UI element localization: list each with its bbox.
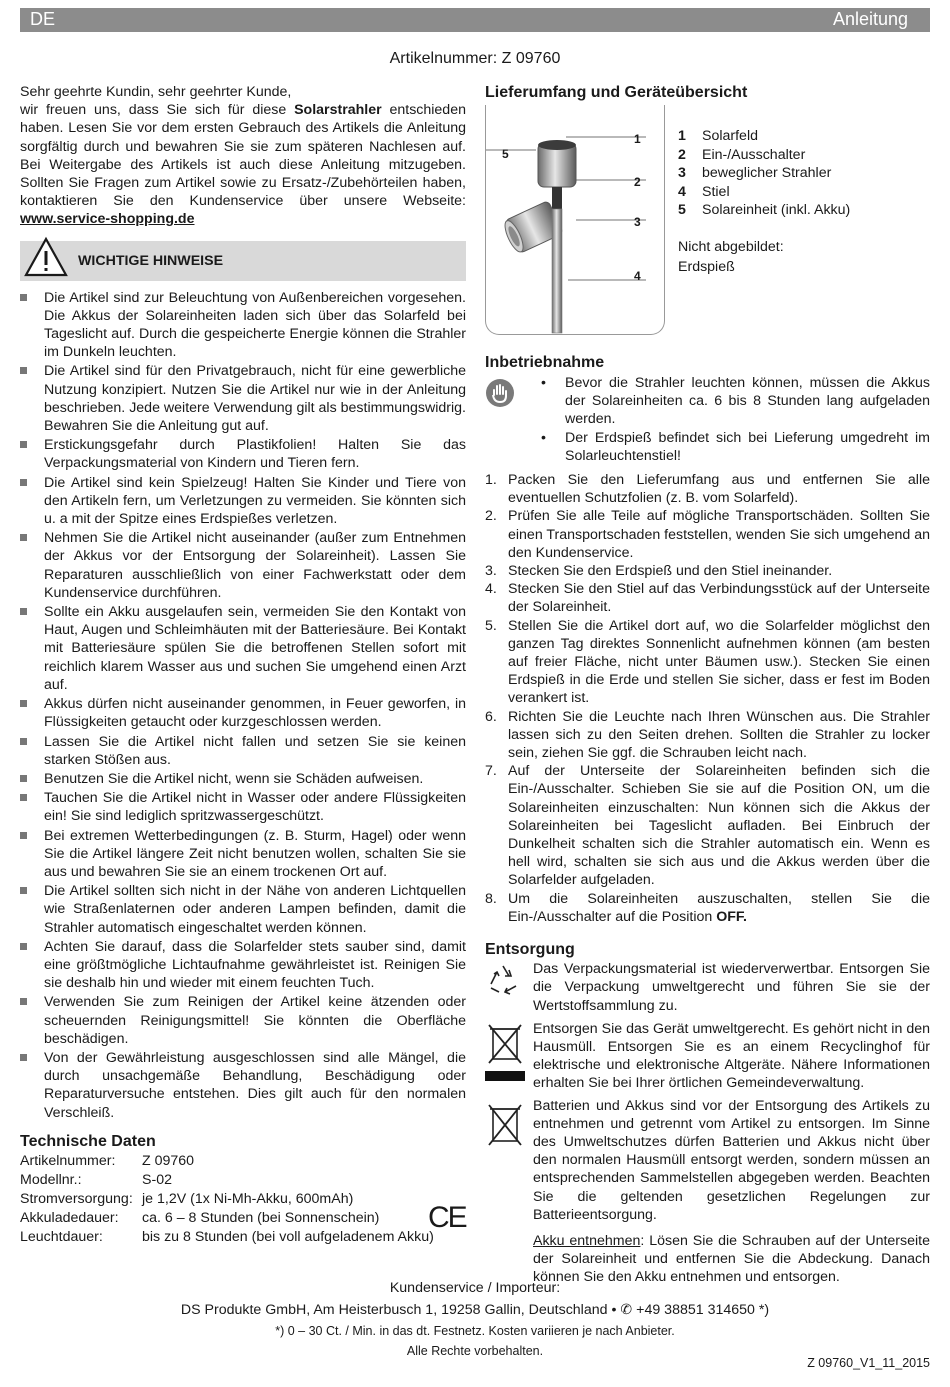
square-bullet-icon [20, 738, 27, 745]
square-bullet-icon [20, 832, 27, 839]
battery-bin-icon [485, 1101, 525, 1151]
footer-costs: *) 0 – 30 Ct. / Min. in das dt. Festnetz. Kosten variieren je nach Anbieter. [275, 1324, 675, 1338]
hand-icon [485, 378, 515, 408]
warning-item: Von der Gewährleistung ausgeschlossen sind alle Mängel, die durch unsachgemäße Behandlung, Beschädigung oder Reparaturversuche entstehen. Dies gilt auch für den normalen Verschleiß. [20, 1049, 466, 1122]
warning-item: Benutzen Sie die Artikel nicht, wenn sie Schäden aufweisen. [20, 770, 466, 788]
callout-4: 4 [634, 269, 641, 283]
part-item: 1 Solarfeld [678, 128, 758, 144]
article-number: Artikelnummer: Z 09760 [389, 50, 561, 67]
startup-step: 4. Stecken Sie den Stiel auf das Verbindungsstück auf der Unterseite der Solareinheit. [485, 581, 930, 616]
tech-row: Artikelnummer: Z 09760 [20, 1152, 195, 1169]
square-bullet-icon [20, 700, 27, 707]
warning-item: Sollte ein Akku ausgelaufen sein, vermeiden Sie den Kontakt von Haut, Augen und Schleimhäuten mit der Batteriesäure. Bei Kontakt mit Batteriesäure spülen Sie die betroffenen Stellen sofort mit reichlich klarem Wasser aus und suchen Sie umgehend einen Arzt auf. [20, 603, 466, 694]
warning-item: Verwenden Sie zum Reinigen der Artikel keine ätzenden oder scheuernden Reinigungsmittel! Sie könnten die Oberfläche beschädigen. [20, 993, 466, 1048]
part-item: 4 Stiel [678, 183, 730, 200]
warning-title: WICHTIGE HINWEISE [78, 252, 224, 269]
warning-item: Tauchen Sie die Artikel nicht in Wasser oder andere Flüssigkeiten ein! Sie sind lediglich spritzwassergeschützt. [20, 789, 466, 825]
right-column [485, 83, 930, 1287]
startup-step: 1. Packen Sie den Lieferumfang aus und entfernen Sie alle eventuellen Schutzfolien (z. B. vom Solarfeld). [485, 472, 930, 507]
square-bullet-icon [20, 441, 27, 448]
disposal-packaging: Das Verpackungsmaterial ist wiederverwertbar. Entsorgen Sie die Verpackung umweltgerecht und führen Sie sie der Wertstoffsammlung zu. [485, 960, 930, 1015]
warning-item: Nehmen Sie die Artikel nicht auseinander (außer zum Entnehmen der Akkus vor der Entsorgung der Solareinheit). Lassen Sie Reparaturen ausschließlich von einer Fachwerkstatt oder dem Kundenservice durchführen. [20, 529, 466, 602]
greeting: Sehr geehrte Kundin, sehr geehrter Kunde, [20, 84, 292, 100]
disposal-title: Entsorgung [485, 941, 575, 959]
part-item: 2 Ein-/Ausschalter [678, 146, 806, 163]
square-bullet-icon [20, 479, 27, 486]
warning-item: Bei extremen Wetterbedingungen (z. B. Sturm, Hagel) oder wenn Sie die Artikel längere Zeit nicht benutzen wollen, schalten Sie sie aus und bewahren Sie sie an einem trockenen Ort auf. [20, 827, 466, 882]
tech-row: Modellnr.: S-02 [20, 1171, 172, 1188]
website-link[interactable]: www.service-shopping.de [20, 211, 195, 228]
crossed-bin-icon [485, 1023, 525, 1085]
part-item: 5 Solareinheit (inkl. Akku) [678, 202, 851, 218]
warning-icon [24, 235, 68, 279]
warning-item: Achten Sie darauf, dass die Solarfelder stets sauber sind, damit eine größtmögliche Lichtaufnahme gewährleistet ist. Reinigen Sie sie deshalb hin und wieder mit einem feuchten Tuch. [20, 938, 466, 993]
part-item: 3 beweglicher Strahler [678, 165, 832, 181]
ce-mark: CE [428, 1200, 466, 1234]
language-code: DE [30, 9, 56, 29]
square-bullet-icon [20, 794, 27, 801]
footer-rights: Alle Rechte vorbehalten. [406, 1344, 544, 1358]
square-bullet-icon [20, 887, 27, 894]
disposal-batteries: Batterien und Akkus sind vor der Entsorgung des Artikels zu entnehmen und getrennt vom Artikel zu entsorgen. Im Sinne des Umweltschutzes dürfen Batterien und Akkus nicht über den normalen Hausmüll entsorgt werden, sondern müssen an entsprechenden Sammelstellen abgegeben werden. Beachten Sie die geltenden gesetzlichen Regelungen zur Batterieentsorgung. [485, 1097, 930, 1224]
header-bar [20, 8, 930, 32]
remove-battery: Akku entnehmen: Lösen Sie die Schrauben auf der Unterseite der Solareinheit und entfernen Sie die Abdeckung. Danach können Sie den Akku entnehmen und entsorgen. [533, 1232, 930, 1286]
startup-step: 8. Um die Solareinheiten auszuschalten, stellen Sie die Ein-/Ausschalter auf die Position OFF. [485, 890, 930, 925]
parts-legend [678, 127, 850, 220]
version-code: Z 09760_V1_11_2015 [807, 1356, 930, 1370]
header-title: Anleitung [832, 9, 908, 29]
warning-item: Die Artikel sind zur Beleuchtung von Außenbereichen vorgesehen. Die Akkus der Solareinheiten laden sich über das Solarfeld bei Tageslicht auf. Durch die gespeicherte Energie können die Strahler im Dunkeln leuchten. [20, 289, 466, 362]
startup-note: • Der Erdspieß befindet sich bei Lieferung umgedreht im Solarleuchtenstiel! [541, 429, 930, 464]
warning-item: Lassen Sie die Artikel nicht fallen und setzen Sie sie keinen starken Stößen aus. [20, 733, 466, 769]
startup-step: 5. Stellen Sie die Artikel dort auf, wo die Solarfelder möglichst den ganzen Tag direktes Sonnenlicht aufnehmen können (am besten auf freier Fläche, nicht unter Bäumen usw.). Stecken Sie einen Erdspieß in die Erde und stellen Sie sicher, dass er fest im Boden verankert ist. [485, 617, 930, 707]
square-bullet-icon [20, 294, 27, 301]
square-bullet-icon [20, 943, 27, 950]
disposal-device: Entsorgen Sie das Gerät umweltgerecht. Es gehört nicht in den Hausmüll. Entsorgen Sie es an einem Recyclinghof für elektrische und elektronische Altgeräte. Nähere Informationen erhalten Sie bei Ihrer örtlichen Gemeindeverwaltung. [485, 1020, 930, 1093]
warning-item: Die Artikel sind für den Privatgebrauch, nicht für eine gewerbliche Nutzung konzipiert. Nutzen Sie die Artikel nur wie in der Anleitung beschrieben. Jede weitere Verwendung gilt als bestimmungswidrig. Bewahren Sie die Anleitung gut auf. [20, 362, 466, 435]
square-bullet-icon [20, 1054, 27, 1061]
left-column [20, 83, 466, 1247]
square-bullet-icon [20, 367, 27, 374]
tech-row: Leuchtdauer: bis zu 8 Stunden (bei voll aufgeladenem Akku) [20, 1228, 434, 1245]
overview-title: Lieferumfang und Geräteübersicht [485, 84, 748, 101]
square-bullet-icon [20, 775, 27, 782]
footer-address: DS Produkte GmbH, Am Heisterbusch 1, 19258 Gallin, Deutschland • ✆ +49 38851 314650 *) [180, 1302, 770, 1318]
square-bullet-icon [20, 534, 27, 541]
footer-service: Kundenservice / Importeur: [389, 1280, 561, 1296]
tech-row: Stromversorgung: je 1,2V (1x Ni-Mh-Akku, 600mAh) [20, 1190, 354, 1207]
startup-step: 7. Auf der Unterseite der Solareinheiten befinden sich die Ein-/Ausschalter. Schieben Sie sie auf die Position ON, um die Solareinheiten einzuschalten: Nun können sich die Akkus der Solareinheiten bei Tageslicht aufladen. Bei Einbruch der Dunkelheit schalten sich die Strahler automatisch ein. Wenn es hell wird, schalten sie sich aus und die Akkus werden über die Solarfelder aufgeladen. [485, 763, 930, 889]
warning-item: Erstickungsgefahr durch Plastikfolien! Halten Sie das Verpackungsmaterial von Kindern und Tieren fern. [20, 436, 466, 472]
tech-row: Akkuladedauer: ca. 6 – 8 Stunden (bei Sonnenschein) [20, 1209, 380, 1226]
square-bullet-icon [20, 608, 27, 615]
tech-table [20, 1152, 434, 1247]
callout-5: 5 [502, 147, 509, 161]
warning-item: Die Artikel sollten sich nicht in der Nähe von anderen Lichtquellen wie Straßenlaternen oder anderen Lampen befinden, damit die Strahler automatisch eingeschaltet werden können. [20, 882, 466, 937]
startup-title: Inbetriebnahme [485, 354, 605, 371]
warning-item: Akkus dürfen nicht auseinander genommen, in Feuer geworfen, in Flüssigkeiten getaucht oder kurzgeschlossen werden. [20, 695, 466, 731]
callout-1: 1 [634, 132, 641, 146]
recycling-icon [485, 962, 521, 998]
startup-steps [485, 471, 930, 926]
warning-header [20, 241, 466, 281]
startup-step: 6. Richten Sie die Leuchte nach Ihren Wünschen aus. Die Strahler lassen sich zu den Seiten drehen. Sollten die Strahler zu locker sein, ziehen Sie ggf. die Schrauben leicht nach. [485, 708, 930, 762]
tech-data [20, 1132, 466, 1247]
square-bullet-icon [20, 998, 27, 1005]
startup-note: • Bevor die Strahler leuchten können, müssen die Akkus der Solareinheiten ca. 6 bis 8 Stunden lang aufgeladen werden. [541, 375, 930, 428]
product-image [485, 105, 665, 335]
startup-notes [541, 374, 930, 465]
intro-paragraph: wir freuen uns, dass Sie sich für diese Solarstrahler entschieden haben. Lesen Sie vor dem ersten Gebrauch des Artikels die Anleitung sorgfältig durch und bewahren Sie sie zum späteren Nachlesen auf. Bei Weitergabe des Artikels ist auch diese Anleitung mitzugeben. Sollten Sie Fragen zum Artikel sowie zu Ersatz-/Zubehörteilen haben, kontaktieren Sie den Kundenservice über unsere Webseite: www.service-shopping.de [20, 102, 466, 228]
startup-step: 2. Prüfen Sie alle Teile auf mögliche Transportschäden. Sollten Sie einen Transportschaden feststellen, wenden Sie sich umgehend an den Kundenservice. [485, 508, 930, 561]
not-shown: Nicht abgebildet: Erdspieß [678, 239, 784, 275]
warning-item: Die Artikel sind kein Spielzeug! Halten Sie Kinder und Tiere von den Artikeln fern, um Verletzungen zu vermeiden. Sie könnten sich u. a mit der Spitze eines Erdspießes verletzen. [20, 474, 466, 529]
tech-title: Technische Daten [20, 1132, 156, 1150]
callout-3: 3 [634, 215, 641, 229]
warning-list [20, 289, 466, 1122]
callout-2: 2 [634, 175, 641, 189]
startup-step: 3. Stecken Sie den Erdspieß und den Stiel ineinander. [485, 563, 833, 580]
